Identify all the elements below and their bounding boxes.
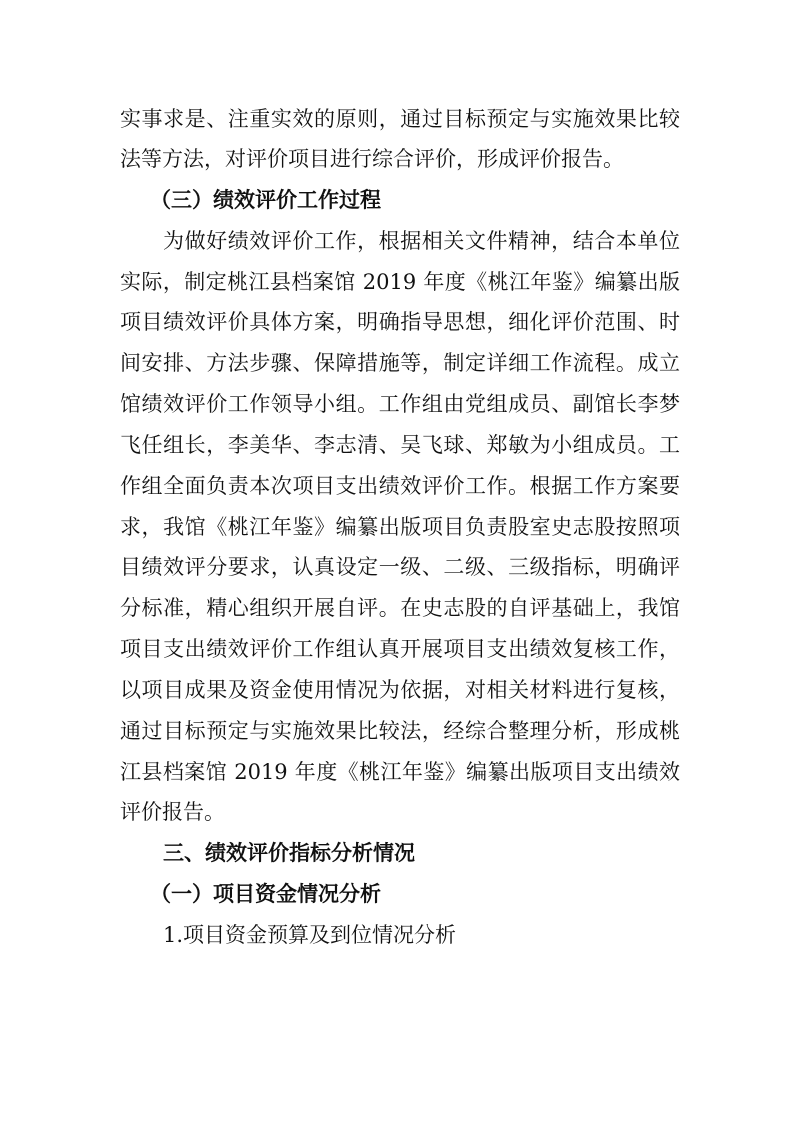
paragraph-line: 为做好绩效评价工作，根据相关文件精神，结合本单位 (163, 229, 680, 253)
subsection-heading: （一）项目资金情况分析 (150, 882, 381, 906)
paragraph-line: 实际，制定桃江县档案馆 2019 年度《桃江年鉴》编纂出版 (120, 270, 680, 294)
paragraph-line: 项目绩效评价具体方案，明确指导思想，细化评价范围、时 (120, 310, 680, 334)
paragraph-line: 飞任组长，李美华、李志清、吴飞球、郑敏为小组成员。工 (120, 433, 680, 457)
section-heading: （三）绩效评价工作过程 (150, 188, 381, 212)
paragraph-line: 作组全面负责本次项目支出绩效评价工作。根据工作方案要 (120, 474, 680, 498)
paragraph-line: 实事求是、注重实效的原则，通过目标预定与实施效果比较 (120, 107, 680, 131)
paragraph-line: 评价报告。 (120, 800, 225, 824)
paragraph-line: 目绩效评分要求，认真设定一级、二级、三级指标，明确评 (120, 555, 680, 579)
paragraph-line: 项目支出绩效评价工作组认真开展项目支出绩效复核工作， (120, 637, 680, 661)
paragraph-line: 以项目成果及资金使用情况为依据，对相关材料进行复核， (120, 678, 680, 702)
paragraph-line: 馆绩效评价工作领导小组。工作组由党组成员、副馆长李梦 (120, 392, 680, 416)
paragraph-line: 间安排、方法步骤、保障措施等，制定详细工作流程。成立 (120, 351, 680, 375)
paragraph-line: 分标准，精心组织开展自评。在史志股的自评基础上，我馆 (120, 596, 680, 620)
paragraph-line: 法等方法，对评价项目进行综合评价，形成评价报告。 (120, 147, 624, 171)
numbered-item: 1.项目资金预算及到位情况分析 (163, 923, 457, 947)
paragraph-line: 求，我馆《桃江年鉴》编纂出版项目负责股室史志股按照项 (120, 515, 680, 539)
part-heading: 三、绩效评价指标分析情况 (163, 841, 415, 865)
paragraph-line: 通过目标预定与实施效果比较法，经综合整理分析，形成桃 (120, 719, 680, 743)
paragraph-line: 江县档案馆 2019 年度《桃江年鉴》编纂出版项目支出绩效 (120, 760, 680, 784)
